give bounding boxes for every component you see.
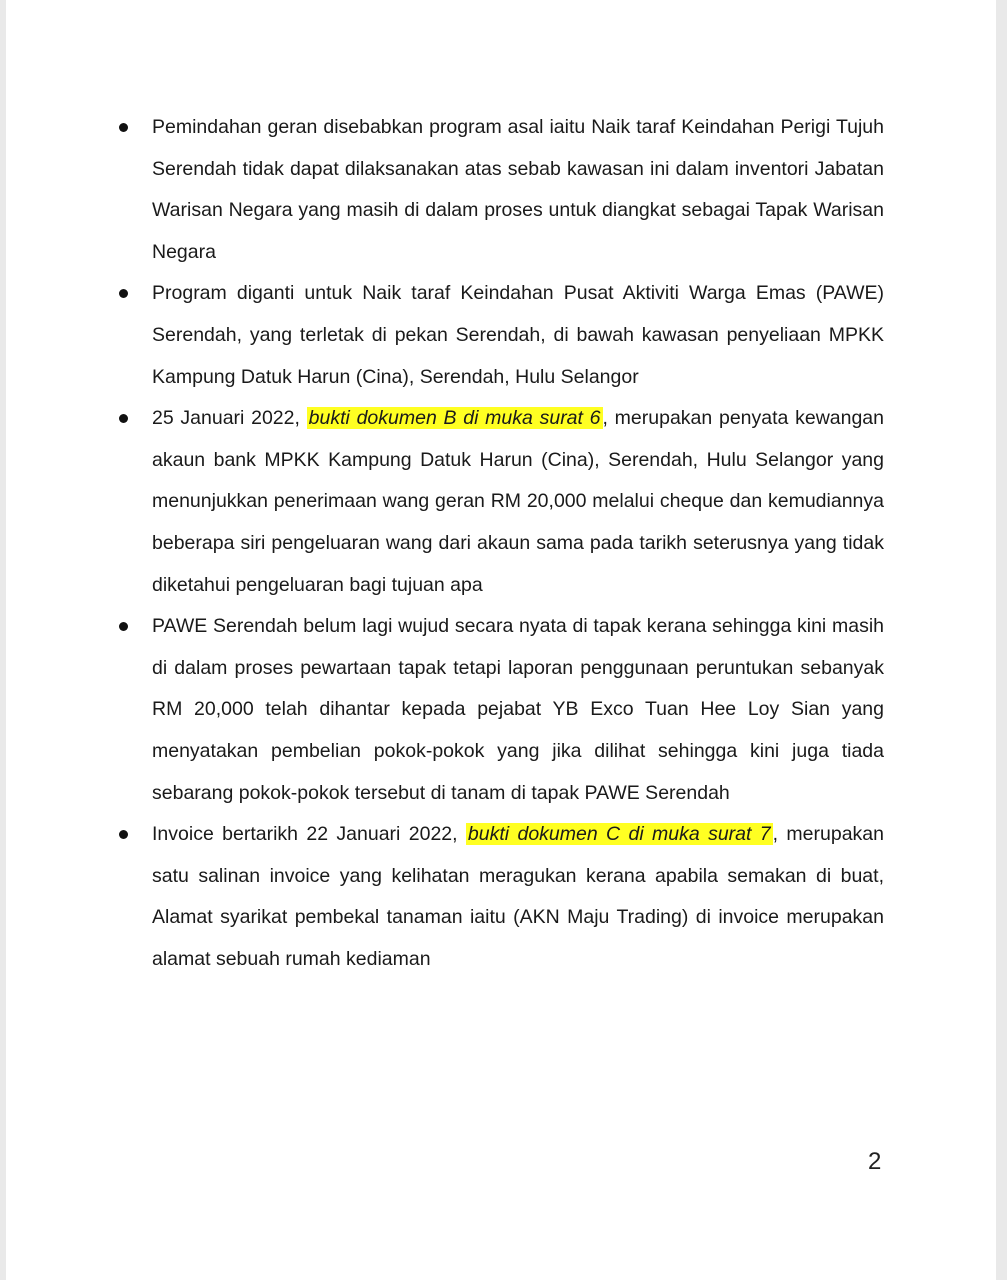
item-text-continued: , merupakan penyata kewangan akaun bank MPKK Kampung Datuk Harun (Cina), Serendah, Hulu Selangor yang menunjukkan penerimaan wang geran RM 20,000 melalui cheque dan kemudiannya beberapa siri pengeluaran wang dari akaun sama pada tarikh seterusnya yang tidak diketahui pengeluaran bagi tujuan apa (152, 407, 884, 596)
list-item (152, 273, 884, 398)
list-item (152, 814, 884, 980)
item-text: Program diganti untuk Naik taraf Keindahan Pusat Aktiviti Warga Emas (PAWE) Serendah, yang terletak di pekan Serendah, di bawah kawasan penyeliaan MPKK Kampung Datuk Harun (Cina), Serendah, Hulu Selangor (152, 282, 884, 388)
list-item (152, 107, 884, 273)
page-number: 2 (868, 1148, 882, 1175)
highlighted-reference: bukti dokumen B di muka surat 6 (308, 407, 601, 430)
document-body (152, 107, 884, 980)
bullet-icon (119, 622, 128, 631)
item-text: Pemindahan geran disebabkan program asal iaitu Naik taraf Keindahan Perigi Tujuh Serendah tidak dapat dilaksanakan atas sebab kawasan ini dalam inventori Jabatan Warisan Negara yang masih di dalam proses untuk diangkat sebagai Tapak Warisan Negara (152, 116, 884, 263)
item-text-continued: , merupakan satu salinan invoice yang kelihatan meragukan kerana apabila semakan di buat, Alamat syarikat pembekal tanaman iaitu (AKN Maju Trading) di invoice merupakan alamat sebuah rumah kediaman (152, 823, 884, 970)
item-text: Invoice bertarikh 22 Januari 2022, (152, 823, 466, 846)
item-text: 25 Januari 2022, (152, 407, 307, 430)
highlighted-reference: bukti dokumen C di muka surat 7 (467, 823, 771, 846)
bullet-icon (119, 289, 128, 298)
bullet-list (152, 107, 884, 980)
item-text: PAWE Serendah belum lagi wujud secara nyata di tapak kerana sehingga kini masih di dalam proses pewartaan tapak tetapi laporan penggunaan peruntukan sebanyak RM 20,000 telah dihantar kepada pejabat YB Exco Tuan Hee Loy Sian yang menyatakan pembelian pokok-pokok yang jika dilihat sehingga kini juga tiada sebarang pokok-pokok tersebut di tanam di tapak PAWE Serendah (152, 615, 884, 804)
bullet-icon (119, 830, 128, 839)
list-item (152, 606, 884, 814)
bullet-icon (119, 123, 128, 132)
bullet-icon (119, 414, 128, 423)
list-item (152, 398, 884, 606)
document-page (6, 0, 996, 1280)
